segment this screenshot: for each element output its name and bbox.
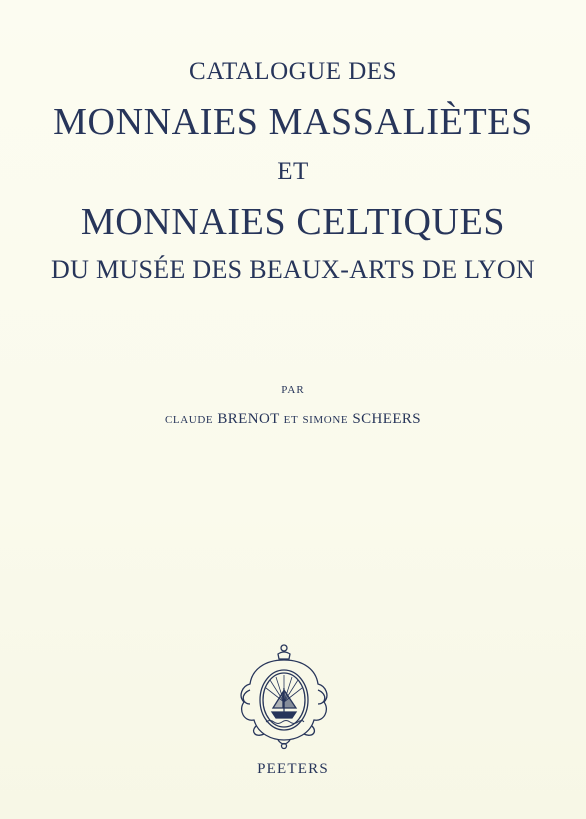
by-label: PAR (281, 384, 305, 396)
publisher-emblem-icon (234, 640, 334, 752)
author2-first-name: SIMONE (302, 414, 349, 426)
author2-last-name: SCHEERS (352, 411, 422, 427)
authors-line (0, 411, 586, 428)
title-line-et: ET (277, 158, 309, 185)
author1-last-name: BRENOT (217, 411, 280, 427)
title-line-monnaies-celtiques: MONNAIES CELTIQUES (80, 201, 506, 243)
title-line-monnaies-massaliettes: MONNAIES MASSALIÈTES (53, 101, 533, 143)
author1-first-name: CLAUDE (164, 414, 214, 426)
conjunction: ET (283, 414, 299, 426)
title-line-musee: DU MUSÉE DES BEAUX-ARTS DE LYON (51, 255, 535, 284)
publisher-name: PEETERS (257, 761, 329, 777)
title-line-catalogue: CATALOGUE DES (189, 58, 397, 85)
